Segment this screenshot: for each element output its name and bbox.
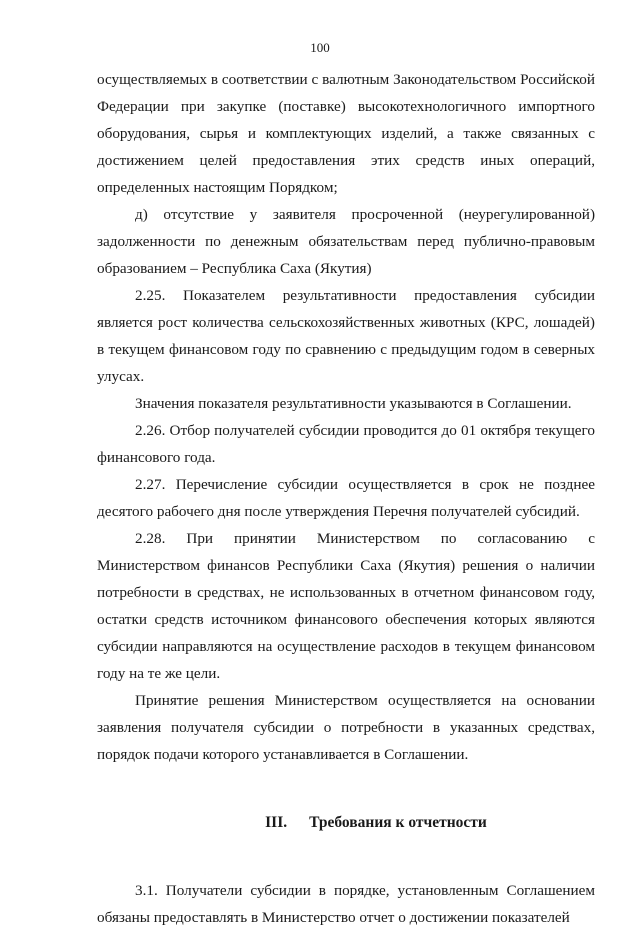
section-number: III.	[265, 814, 288, 831]
paragraph-2-26: 2.26. Отбор получателей субсидии проводится до 01 октября текущего финансового года.	[97, 422, 595, 466]
paragraph-item-d: д) отсутствие у заявителя просроченной (неурегулированной) задолженности по денежным обязательствам перед публично-правовым образованием – Республика Саха (Якутия)	[97, 206, 595, 277]
paragraph-2-27: 2.27. Перечисление субсидии осуществляется в срок не позднее десятого рабочего дня после утверждения Перечня получателей субсидий.	[97, 476, 595, 520]
paragraph-2-28: 2.28. При принятии Министерством по согласованию с Министерством финансов Республики Саха (Якутия) решения о наличии потребности в средствах, не использованных в отчетном финансовом году, остатки средств источником финансового обеспечения которых являются субсидии направляются на осуществление расходов в текущем финансовом году на те же цели.	[97, 530, 595, 682]
paragraph-2-25: 2.25. Показателем результативности предоставления субсидии является рост количества сельскохозяйственных животных (КРС, лошадей) в текущем финансовом году по сравнению с предыдущим годом в северных улусах.	[97, 287, 595, 385]
paragraph-decision: Принятие решения Министерством осуществляется на основании заявления получателя субсидии о потребности в указанных средствах, порядок подачи которого устанавливается в Соглашении.	[97, 692, 595, 763]
paragraph-3-1: 3.1. Получатели субсидии в порядке, установленным Соглашением обязаны предоставлять в Министерство отчет о достижении показателей	[97, 882, 595, 926]
section-heading	[97, 809, 595, 836]
paragraph-result-values: Значения показателя результативности указываются в Соглашении.	[135, 395, 572, 412]
page-number: 100	[310, 40, 330, 55]
document-body	[97, 66, 595, 931]
section-title: Требования к отчетности	[309, 814, 487, 831]
paragraph-continuation: осуществляемых в соответствии с валютным Законодательством Российской Федерации при закупке (поставке) высокотехнологичного импортного оборудования, сырья и комплектующих изделий, а также связанных с достижением целей предоставления этих средств иных операций, определенных настоящим Порядком;	[97, 71, 595, 196]
